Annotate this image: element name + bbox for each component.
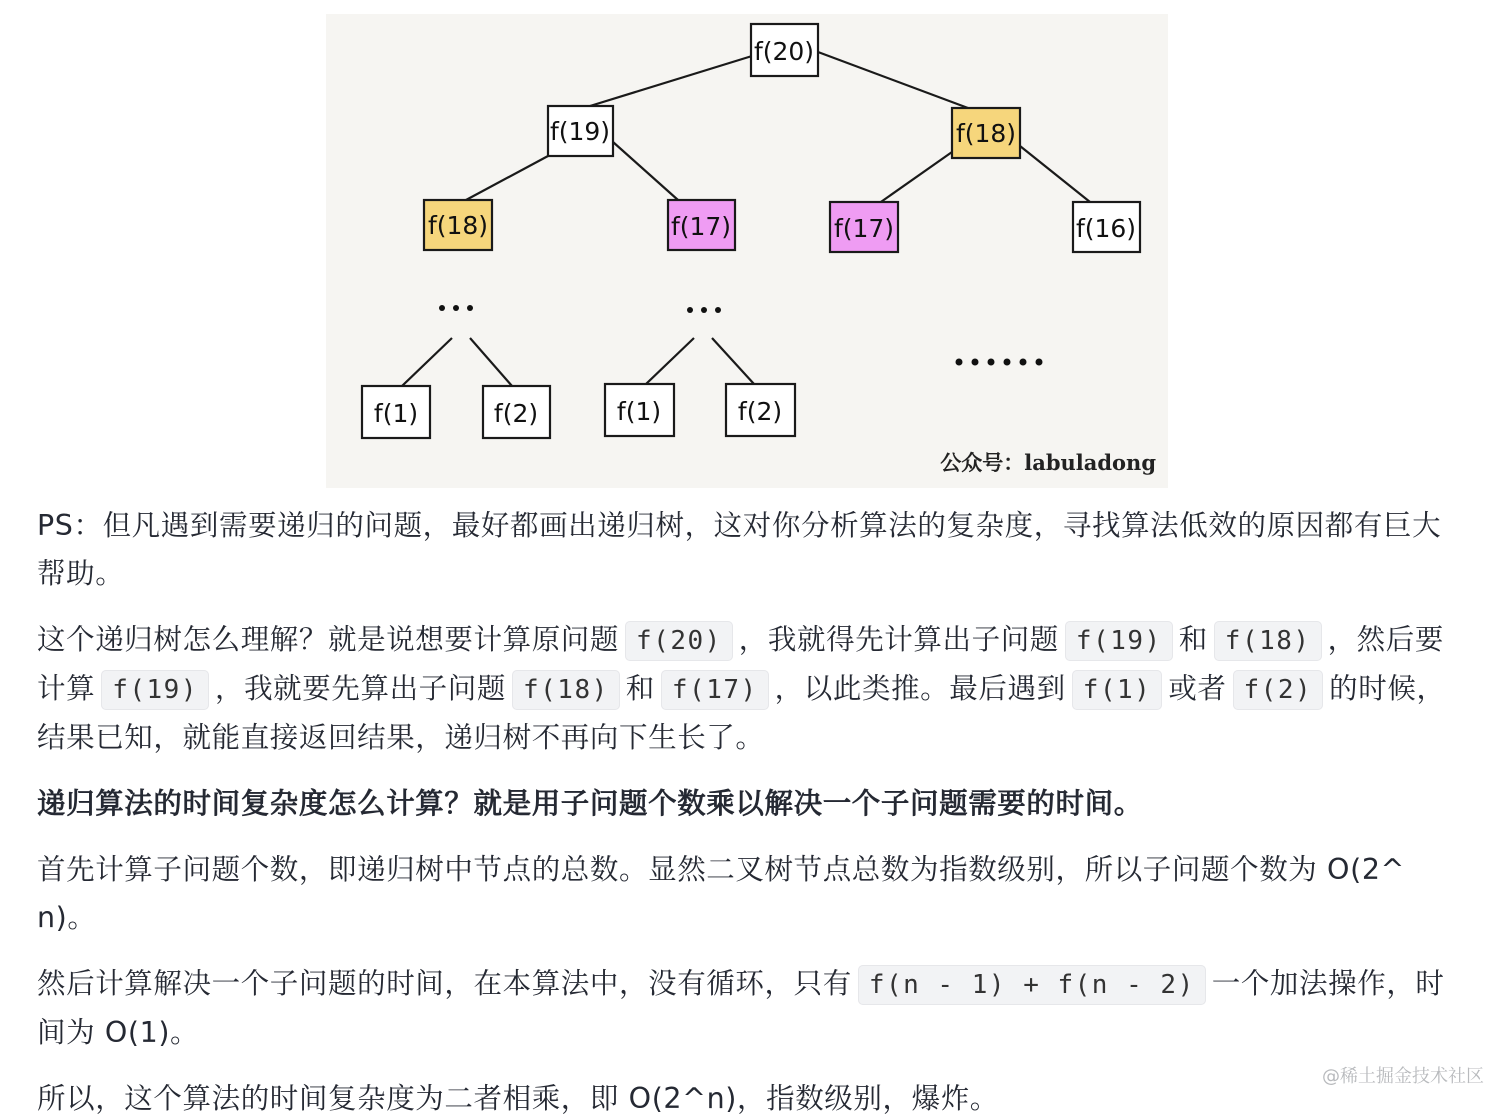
inline-code: f(18) [512,670,620,710]
recursion-tree-diagram [326,14,1168,488]
tree-node-f17-right [830,202,898,252]
edge-root-right [818,52,968,108]
node-label: f(18) [955,119,1017,148]
edge-19-18 [466,156,548,200]
edge-root-left [590,56,752,106]
inline-code: f(17) [661,670,769,710]
node-label: f(1) [373,399,419,428]
tree-leaf-f1-b [605,384,674,436]
inline-code: f(1) [1072,670,1163,710]
node-label: f(20) [753,37,815,66]
edge-dots1-f1 [402,338,452,386]
inline-code: f(19) [101,670,209,710]
node-label: f(1) [616,397,662,426]
inline-code: f(n - 1) + f(n - 2) [858,965,1206,1005]
text-span: ，我就得先计算出子问题 [738,623,1059,656]
paragraph-ps-note: PS：但凡遇到需要递归的问题，最好都画出递归树，这对你分析算法的复杂度，寻找算法低效的原因都有巨大帮助。 [37,509,1442,590]
text-span: ，以此类推。最后遇到 [774,672,1066,705]
inline-code: f(19) [1065,621,1173,661]
paragraph-tree-explanation [37,616,1457,762]
node-label: f(18) [427,211,489,240]
ellipsis-middle [687,307,721,313]
ellipsis-left [439,305,473,311]
text-span: 和 [1178,623,1208,656]
inline-code: f(18) [1214,621,1322,661]
tree-node-f16 [1073,202,1140,252]
paragraph-bold-question: 递归算法的时间复杂度怎么计算？就是用子问题个数乘以解决一个子问题需要的时间。 [37,787,1143,820]
paragraph-conclusion: 所以，这个算法的时间复杂度为二者相乘，即 O(2^n)，指数级别，爆炸。 [37,1082,999,1115]
site-watermark: @稀土掘金技术社区 [1322,1066,1484,1087]
text-span: 的时候，结果已知，就能直接返回结果，递归树不再向下生长了。 [37,672,1446,754]
node-label: f(2) [493,399,539,428]
text-span: 这个递归树怎么理解？就是说想要计算原问题 [37,623,620,656]
edge-dots2-f1 [646,338,694,384]
tree-node-root [751,24,818,76]
edge-18-16 [1020,146,1090,202]
node-label: f(16) [1075,214,1137,243]
tree-node-f18-highlight [952,108,1020,158]
text-span: 然后计算解决一个子问题的时间，在本算法中，没有循环，只有 [37,967,852,1000]
node-label: f(17) [833,214,895,243]
text-span: ，我就要先算出子问题 [214,672,506,705]
article-body [37,502,1457,1116]
tree-leaf-f2-b [726,384,795,436]
inline-code: f(2) [1233,670,1324,710]
text-span: ，然后要计算 [37,623,1444,705]
text-span: 一个加法操作，时间为 O(1)。 [37,967,1445,1049]
edge-18-17 [878,152,952,204]
tree-node-f17-left [668,200,735,250]
tree-node-f18-duplicate [424,200,492,250]
paragraph-subproblem-count: 首先计算子问题个数，即递归树中节点的总数。显然二叉树节点总数为指数级别，所以子问题个数为 O(2^n)。 [37,853,1406,934]
node-label: f(19) [549,117,611,146]
tree-leaf-f1-a [362,386,430,438]
paragraph-subproblem-time [37,960,1457,1057]
figure-credit: 公众号：labuladong [940,450,1156,475]
edge-dots1-f2 [470,338,512,386]
edge-dots2-f2 [712,338,754,384]
tree-node-f19 [548,106,613,156]
node-label: f(2) [737,397,783,426]
text-span: 或者 [1168,672,1227,705]
recursion-tree-figure [326,14,1168,488]
ellipsis-long [956,359,1043,366]
edge-19-17 [613,142,678,200]
text-span: 和 [625,672,655,705]
inline-code: f(20) [625,621,733,661]
tree-leaf-f2-a [483,386,550,438]
node-label: f(17) [670,212,732,241]
